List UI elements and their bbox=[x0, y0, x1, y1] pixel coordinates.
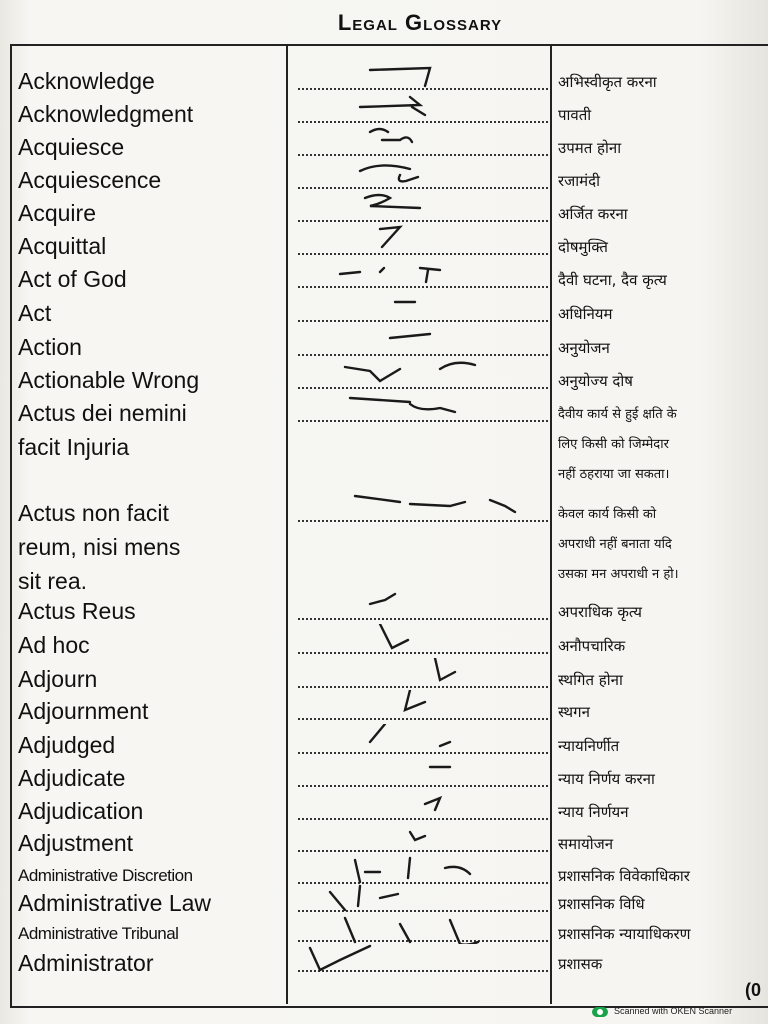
shorthand-outline bbox=[300, 882, 540, 914]
shorthand-stroke bbox=[360, 97, 425, 115]
hindi-translation: पावती bbox=[558, 106, 592, 124]
hindi-translation: अर्जित करना bbox=[558, 205, 628, 223]
term-text: Actus Reus bbox=[18, 598, 136, 624]
shorthand-outline bbox=[300, 126, 540, 158]
shorthand-outline bbox=[300, 942, 540, 974]
shorthand-outline bbox=[300, 590, 540, 622]
hindi-translation: प्रशासक bbox=[558, 955, 603, 973]
shorthand-outline bbox=[300, 258, 540, 290]
hindi-translation: अनुयोज्य दोष bbox=[558, 372, 633, 390]
column-divider-right bbox=[550, 44, 552, 1004]
shorthand-stroke bbox=[345, 918, 478, 944]
scanner-logo-icon bbox=[592, 1007, 608, 1017]
shorthand-outline bbox=[300, 326, 540, 358]
shorthand-stroke bbox=[370, 724, 450, 746]
shorthand-outline bbox=[300, 93, 540, 125]
shorthand-stroke bbox=[410, 832, 425, 840]
shorthand-outline bbox=[300, 724, 540, 756]
hindi-translation: प्रशासनिक विधि bbox=[558, 895, 645, 913]
shorthand-outline bbox=[300, 159, 540, 191]
term-text: Acknowledgment bbox=[18, 101, 194, 127]
column-divider-left bbox=[286, 44, 288, 1004]
term-text: Acquiescence bbox=[18, 167, 162, 193]
term-text: Act of God bbox=[18, 266, 127, 292]
shorthand-outline bbox=[300, 60, 540, 92]
term-text: sit rea. bbox=[18, 568, 88, 594]
term-text: Administrative Law bbox=[18, 890, 212, 916]
term-text: Adjudged bbox=[18, 732, 116, 758]
term-text: Administrative Tribunal bbox=[18, 924, 179, 943]
term-text: Action bbox=[18, 334, 82, 360]
shorthand-outline bbox=[300, 912, 540, 944]
term-text: Adjudicate bbox=[18, 765, 126, 791]
shorthand-stroke bbox=[405, 690, 425, 710]
shorthand-stroke bbox=[390, 334, 430, 338]
term-text: Administrator bbox=[18, 950, 154, 976]
hindi-translation: दैवी घटना, दैव कृत्य bbox=[558, 271, 667, 289]
hindi-translation: उसका मन अपराधी न हो। bbox=[558, 567, 679, 582]
shorthand-stroke bbox=[370, 129, 412, 142]
shorthand-stroke bbox=[370, 594, 395, 604]
shorthand-stroke bbox=[380, 624, 408, 648]
shorthand-stroke bbox=[330, 886, 398, 910]
shorthand-stroke bbox=[350, 398, 455, 412]
shorthand-outline bbox=[300, 624, 540, 656]
term-text: Act bbox=[18, 300, 52, 326]
shorthand-outline bbox=[300, 392, 540, 424]
hindi-translation: लिए किसी को जिम्मेदार bbox=[558, 437, 669, 452]
hindi-translation: अपराधी नहीं बनाता यदि bbox=[558, 537, 672, 552]
shorthand-outline bbox=[300, 359, 540, 391]
hindi-translation: नहीं ठहराया जा सकता। bbox=[558, 467, 670, 482]
shorthand-outline bbox=[300, 757, 540, 789]
shorthand-outline bbox=[300, 192, 540, 224]
shorthand-outline bbox=[300, 790, 540, 822]
hindi-translation: स्थगन bbox=[558, 703, 590, 721]
shorthand-outline bbox=[300, 225, 540, 257]
term-text: facit Injuria bbox=[18, 434, 130, 460]
term-text: Actus dei nemini bbox=[18, 400, 187, 426]
shorthand-stroke bbox=[355, 496, 515, 512]
term-text: Adjudication bbox=[18, 798, 144, 824]
term-text: Adjustment bbox=[18, 830, 134, 856]
hindi-translation: अपराधिक कृत्य bbox=[558, 603, 642, 621]
term-text: Acknowledge bbox=[18, 68, 155, 94]
hindi-translation: दोषमुक्ति bbox=[558, 238, 608, 256]
scanner-watermark-text: Scanned with OKEN Scanner bbox=[614, 1006, 733, 1016]
hindi-translation: दैवीय कार्य से हुई क्षति के bbox=[558, 407, 677, 422]
hindi-translation: अभिस्वीकृत करना bbox=[558, 73, 657, 91]
term-text: Ad hoc bbox=[18, 632, 90, 658]
term-text: Administrative Discretion bbox=[18, 866, 193, 885]
hindi-translation: केवल कार्य किसी को bbox=[558, 507, 657, 522]
term-text: Actionable Wrong bbox=[18, 367, 200, 393]
hindi-translation: प्रशासनिक विवेकाधिकार bbox=[558, 867, 690, 885]
term-text: reum, nisi mens bbox=[18, 534, 181, 560]
shorthand-stroke bbox=[310, 946, 370, 970]
hindi-translation: समायोजन bbox=[558, 835, 614, 853]
term-text: Acquittal bbox=[18, 233, 107, 259]
shorthand-stroke bbox=[435, 658, 455, 680]
term-text: Acquire bbox=[18, 200, 96, 226]
shorthand-outline bbox=[300, 822, 540, 854]
shorthand-stroke bbox=[340, 268, 440, 282]
shorthand-stroke bbox=[425, 798, 440, 810]
shorthand-outline bbox=[300, 292, 540, 324]
shorthand-stroke bbox=[365, 195, 420, 208]
hindi-translation: प्रशासनिक न्यायाधिकरण bbox=[558, 925, 691, 943]
page-title: Legal Glossary bbox=[337, 10, 503, 35]
shorthand-stroke bbox=[380, 227, 400, 247]
term-text: Actus non facit bbox=[18, 500, 169, 526]
hindi-translation: न्याय निर्णय करना bbox=[558, 770, 655, 788]
hindi-translation: उपमत होना bbox=[558, 139, 622, 157]
shorthand-outline bbox=[300, 492, 540, 524]
hindi-translation: न्यायनिर्णीत bbox=[558, 737, 620, 755]
scanner-watermark bbox=[592, 1006, 732, 1017]
shorthand-outline bbox=[300, 658, 540, 690]
hindi-translation: अधिनियम bbox=[558, 305, 613, 323]
hindi-translation: स्थगित होना bbox=[558, 671, 623, 689]
shorthand-stroke bbox=[355, 858, 470, 882]
term-text: Acquiesce bbox=[18, 134, 125, 160]
shorthand-stroke bbox=[360, 165, 418, 181]
term-text: Adjournment bbox=[18, 698, 149, 724]
shorthand-stroke bbox=[370, 68, 430, 86]
shorthand-stroke bbox=[345, 363, 475, 381]
hindi-translation: अनौपचारिक bbox=[558, 637, 626, 655]
page-number: (0 bbox=[745, 980, 762, 1000]
shorthand-outline bbox=[300, 690, 540, 722]
hindi-translation: अनुयोजन bbox=[558, 339, 610, 357]
term-text: Adjourn bbox=[18, 666, 98, 692]
hindi-translation: न्याय निर्णयन bbox=[558, 803, 629, 821]
hindi-translation: रजामंदी bbox=[558, 172, 600, 190]
